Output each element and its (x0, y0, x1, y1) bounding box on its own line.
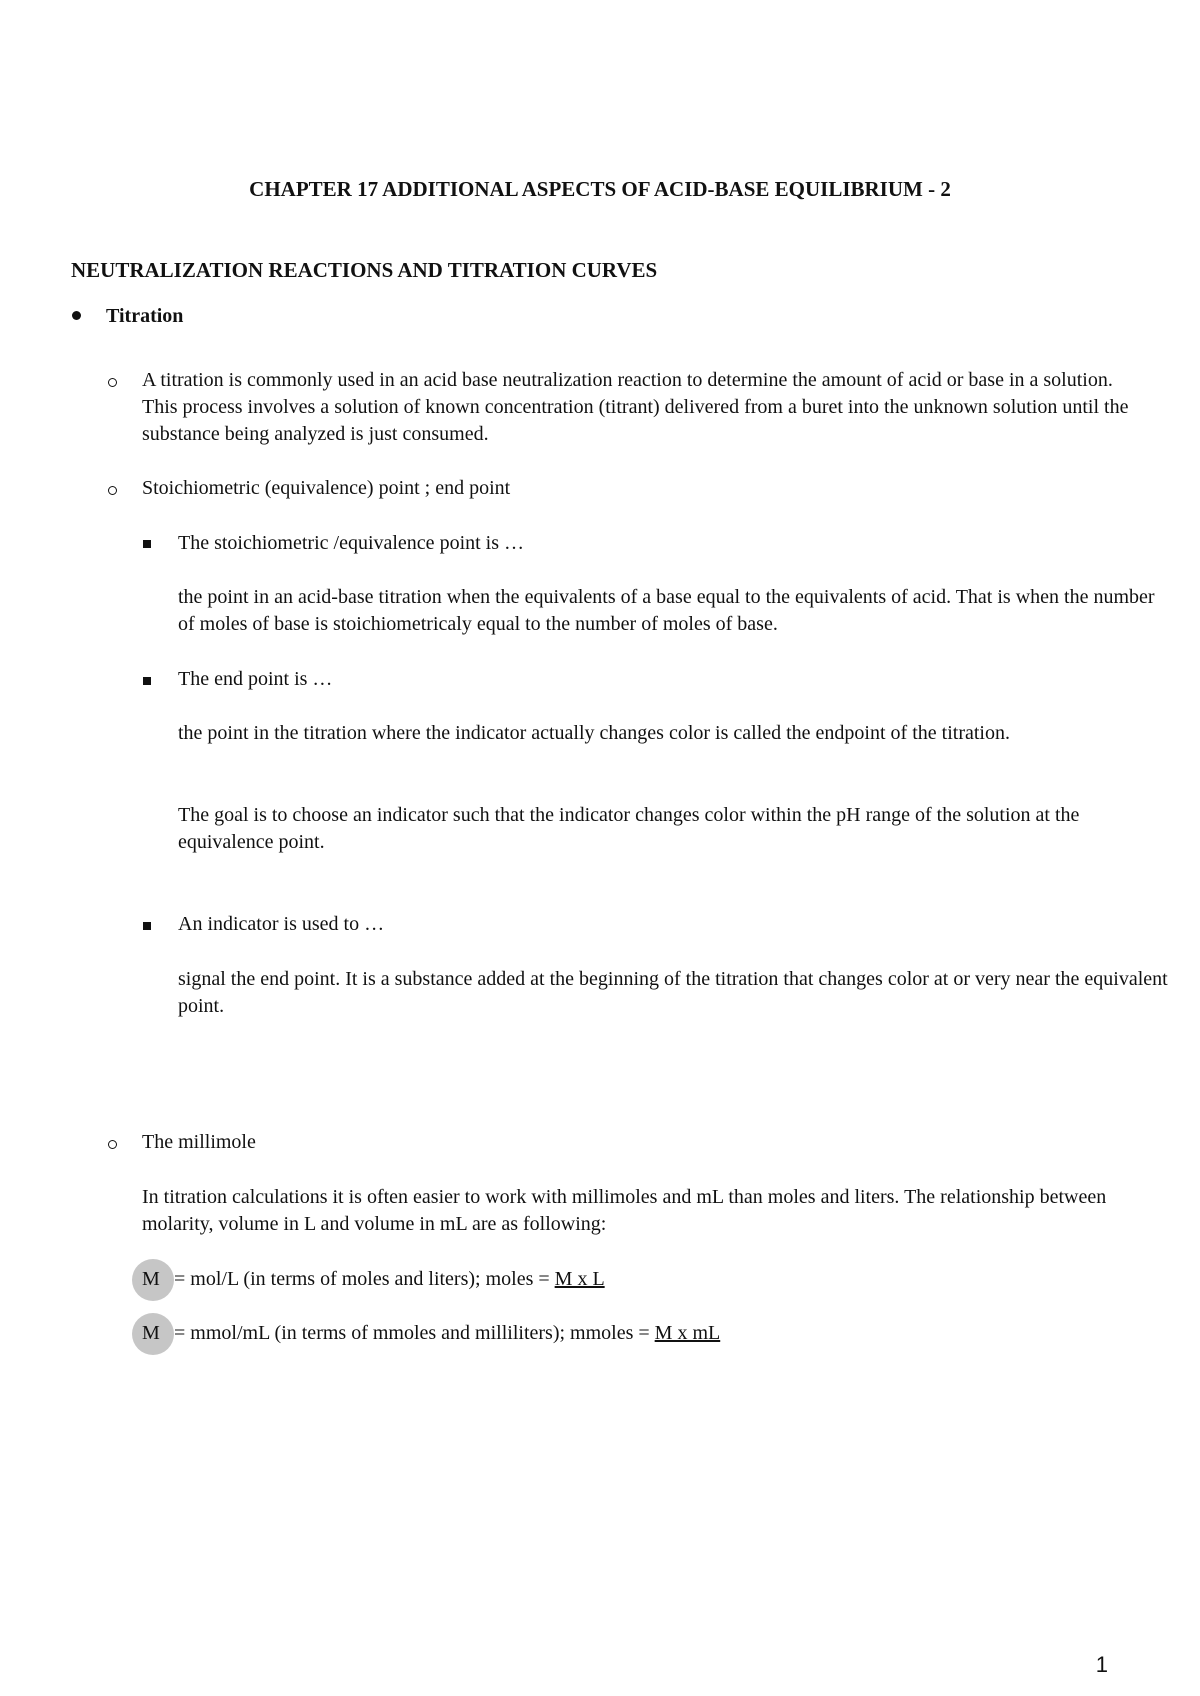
formula-result: M x mL (654, 1322, 721, 1344)
bullet-square-icon (143, 540, 151, 548)
titration-definition: A titration is commonly used in an acid base neutralization reaction to determine the amount of acid or base in a solution. This process involves a solution of known concentration (titrant) delivered from a buret into the unknown solution until the substance being analyzed is just consumed. (142, 369, 1129, 445)
page-number: 1 (1095, 1652, 1108, 1677)
indicator-label: An indicator is used to … (178, 913, 385, 935)
endpoint-text-1: the point in the titration where the indicator actually changes color is called the endpoint of the titration. (178, 722, 1010, 744)
molarity-symbol: M (142, 1268, 160, 1290)
endpoint-text-2: The goal is to choose an indicator such that the indicator changes color within the pH range of the solution at the equivalence point. (178, 804, 1080, 853)
bullet-circle-icon (108, 378, 117, 387)
molarity-symbol: M (142, 1322, 160, 1344)
millimole-label: The millimole (142, 1131, 256, 1153)
formula-definition: = mol/L (in terms of moles and liters); moles = (174, 1268, 555, 1290)
section-heading: NEUTRALIZATION REACTIONS AND TITRATION CURVES (71, 258, 658, 282)
equivalence-text: the point in an acid-base titration when the equivalents of a base equal to the equivalents of acid. That is when the number of moles of base is stoichiometricaly equal to the number of moles of base. (178, 586, 1155, 635)
bullet-square-icon (143, 922, 151, 930)
titration-heading: Titration (106, 305, 184, 327)
page-title: CHAPTER 17 ADDITIONAL ASPECTS OF ACID-BASE EQUILIBRIUM - 2 (249, 177, 951, 201)
formula-text (174, 1320, 720, 1347)
equivalence-label: The stoichiometric /equivalence point is … (178, 532, 525, 554)
indicator-text: signal the end point. It is a substance added at the beginning of the titration that changes color at or very near the equivalent point. (178, 968, 1168, 1017)
points-label: Stoichiometric (equivalence) point ; end point (142, 477, 511, 499)
bullet-disc-icon (72, 311, 81, 320)
bullet-square-icon (143, 677, 151, 685)
formula-definition: = mmol/mL (in terms of mmoles and milliliters); mmoles = (174, 1322, 655, 1344)
bullet-circle-icon (108, 486, 117, 495)
formula-text (174, 1266, 605, 1293)
millimole-intro: In titration calculations it is often easier to work with millimoles and mL than moles and liters. The relationship between molarity, volume in L and volume in mL are as following: (142, 1186, 1107, 1235)
formula-result: M x L (554, 1268, 605, 1290)
bullet-circle-icon (108, 1140, 117, 1149)
endpoint-label: The end point is … (178, 668, 333, 690)
